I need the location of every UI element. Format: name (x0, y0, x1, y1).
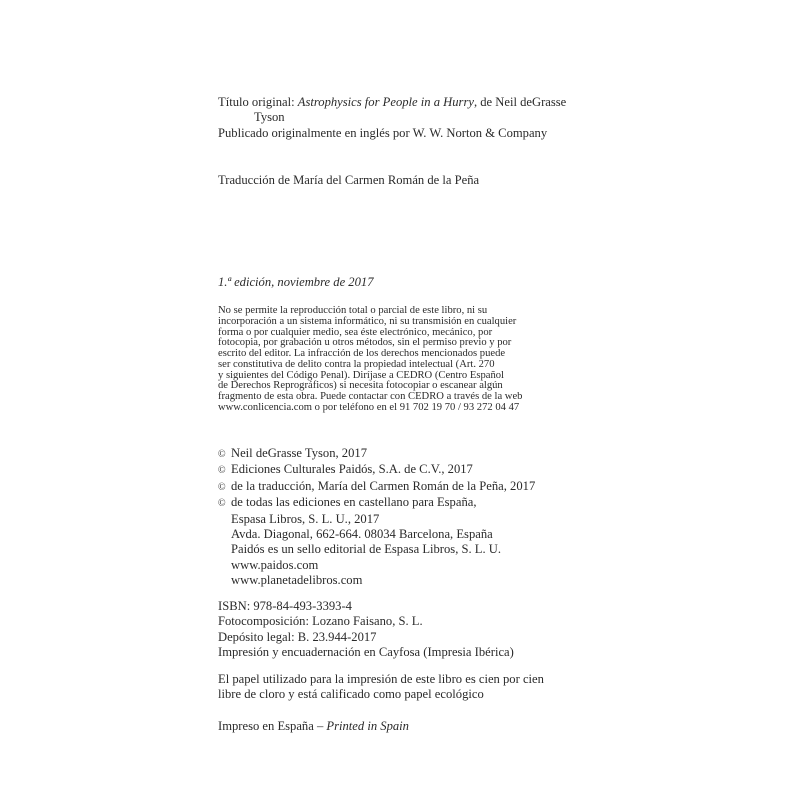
typesetting: Fotocomposición: Lozano Faisano, S. L. (218, 614, 423, 629)
publisher-line: Paidós es un sello editorial de Espasa Libros, S. L. U. (231, 542, 502, 557)
copyright-line: de la traducción, María del Carmen Román de la Peña, 2017 (231, 478, 536, 493)
copyright-icon: © (218, 481, 226, 493)
printed-en: Printed in Spain (326, 719, 409, 733)
separator: – (313, 719, 327, 733)
copyright-icon: © (218, 465, 226, 477)
legal-line: ser constitutiva de delito contra la propiedad intelectual (Art. 270 (218, 358, 495, 370)
legal-line: de Derechos Reprográficos) si necesita fotocopiar o escanear algún (218, 380, 503, 392)
author: , de Neil deGrasse (473, 95, 567, 109)
original-title-block (218, 95, 566, 141)
paper-line: libre de cloro y está calificado como papel ecológico (218, 687, 484, 702)
printed-in (218, 719, 409, 734)
isbn: ISBN: 978-84-493-3393-4 (218, 599, 352, 613)
publisher-website: www.planetadelibros.com (231, 573, 363, 588)
printing: Impresión y encuadernación en Cayfosa (Impresia Ibérica) (218, 645, 514, 660)
production-block (218, 599, 514, 661)
edition-line: 1.ª edición, noviembre de 2017 (218, 275, 374, 289)
original-title-label: Título original: (218, 95, 298, 109)
legal-line: escrito del editor. La infracción de los derechos mencionados puede (218, 348, 506, 359)
translation-credit: Traducción de María del Carmen Román de la Peña (218, 173, 480, 187)
copyright-line: Neil deGrasse Tyson, 2017 (231, 446, 367, 460)
copyright-icon: © (218, 498, 226, 510)
publisher-line: Espasa Libros, S. L. U., 2017 (231, 511, 380, 526)
publisher-address: Avda. Diagonal, 662-664. 08034 Barcelona, España (231, 527, 493, 542)
legal-line: No se permite la reproducción total o parcial de este libro, ni su (218, 305, 488, 316)
original-title: Astrophysics for People in a Hurry (297, 95, 474, 109)
legal-line: fragmento de esta obra. Puede contactar con CEDRO a través de la web (218, 391, 523, 402)
legal-deposit: Depósito legal: B. 23.944-2017 (218, 629, 377, 644)
copyright-line: Ediciones Culturales Paidós, S.A. de C.V., 2017 (231, 462, 473, 477)
copyright-line: de todas las ediciones en castellano para España, (231, 495, 477, 510)
legal-notice (218, 306, 522, 414)
copyright-icon: © (218, 449, 226, 460)
copyright-block (218, 446, 535, 589)
legal-line: y siguientes del Código Penal). Diríjase a CEDRO (Centro Español (218, 369, 504, 381)
legal-line: forma o por cualquier medio, sea éste electrónico, mecánico, por (218, 326, 493, 338)
paper-notice (218, 672, 544, 703)
author-cont: Tyson (254, 110, 285, 125)
published-line: Publicado originalmente en inglés por W. W. Norton & Company (218, 125, 548, 140)
publisher-website: www.paidos.com (231, 557, 319, 572)
legal-line: www.conlicencia.com o por teléfono en el 91 702 19 70 / 93 272 04 47 (218, 401, 520, 413)
printed-es: Impreso en España (218, 719, 314, 733)
legal-line: incorporación a un sistema informático, ni su transmisión en cualquier (218, 315, 517, 327)
legal-line: fotocopia, por grabación u otros métodos, sin el permiso previo y por (218, 337, 512, 349)
paper-line: El papel utilizado para la impresión de este libro es cien por cien (218, 672, 544, 686)
